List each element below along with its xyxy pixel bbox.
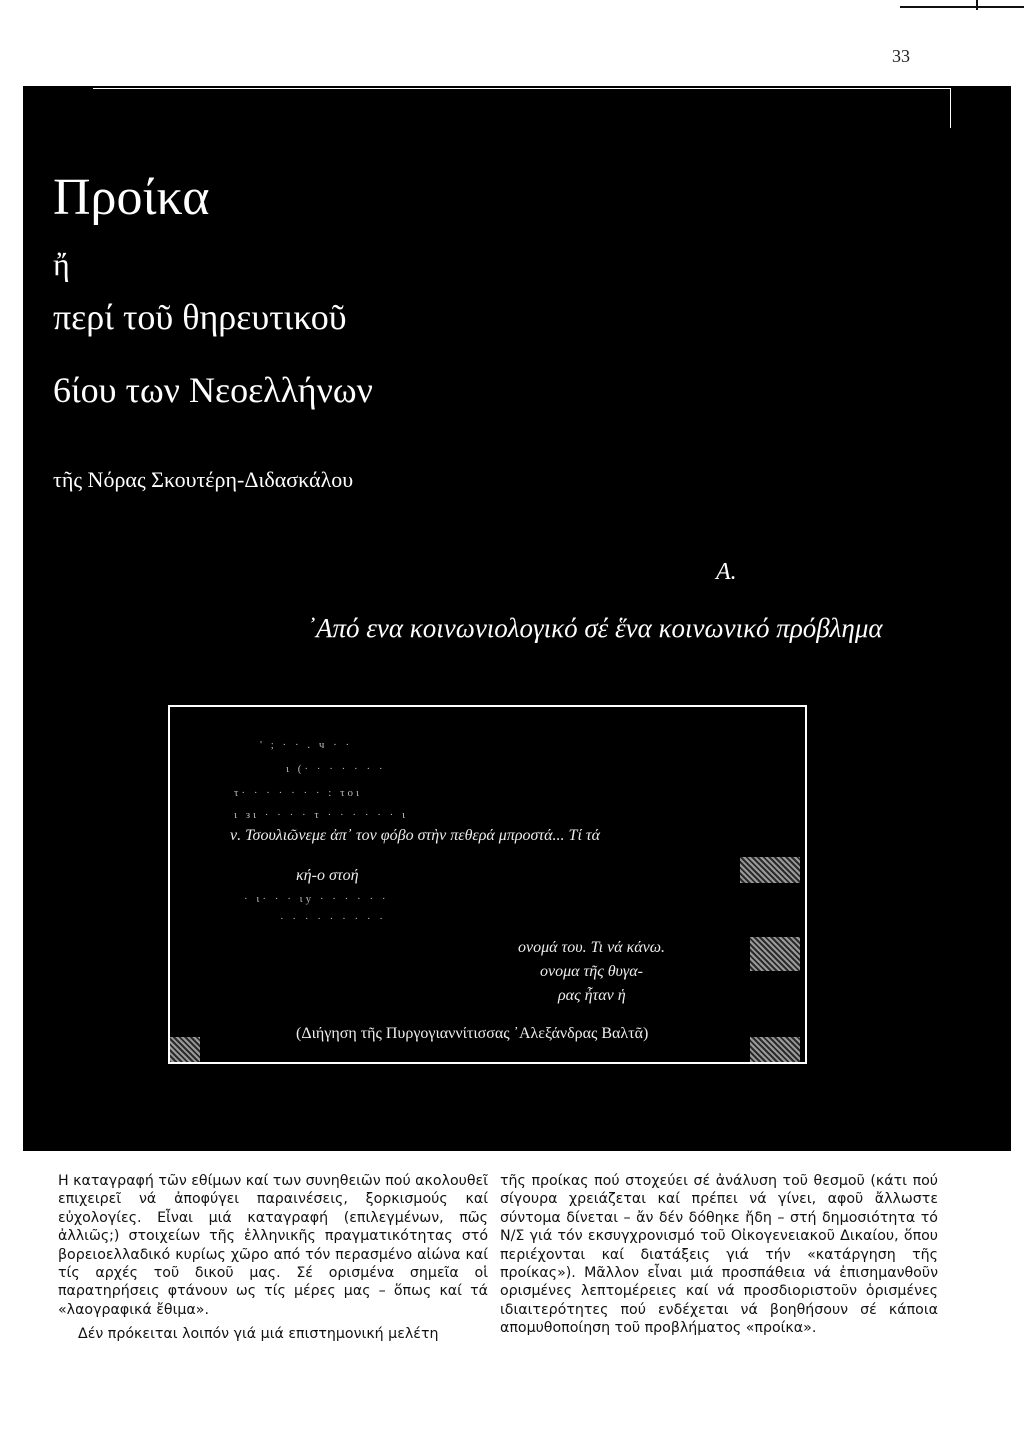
body-column-right [500,1172,938,1344]
section-title: ᾿Από ενα κοινωνιολογικό σέ ἕνα κοινωνικό πρόβλημα [307,613,883,643]
noise-block [740,857,800,883]
quote-attribution: (Διήγηση τῆς Πυργογιαννίτισσας ᾿Αλεξάνδρας Βαλτᾶ) [296,1025,649,1042]
body-column-left [58,1172,488,1350]
body-paragraph: Δέν πρόκειται λοιπόν γιά μιά επιστημονική μελέτη [78,1326,439,1343]
faded-fragment: ι (· · · · · · · [286,763,386,775]
body-paragraph: Η καταγραφή τῶν εθίμων καί των συνηθειῶν πού ακολουθεῖ επιχειρεῖ νά ἀποφύγει παραινέσεις, ξορκισμούς καί εὐχολογίες. Εἶναι μιά καταγραφή (επιλεγμένων, πῶς ἀλλιῶς;) στοιχείων τῆς ἑλληνικῆς πραγματικότητας στό βορειοελλαδικό κυρίως χῶρο από τόν περασμένο αἰώνα καί τίς αρχές τοῦ δικοῦ μας. Σέ ορισμένα σημεῖα οἱ παρατηρήσεις φτάνουν ως τίς μέρες μας – ὅπως καί τά «λαογραφικά ἔθιμα». [58,1173,488,1318]
panel-frame-side [950,88,951,128]
noise-block [750,937,800,971]
quote-line-5: ρας ἦταν ἡ [558,987,626,1004]
top-rule [0,0,1024,10]
subtitle-line-1: περί τοῦ θηρευτικοῦ [53,297,347,337]
section-letter: Α. [716,559,737,585]
body-paragraph: τῆς προίκας πού στοχεύει σέ ἀνάλυση τοῦ θεσμοῦ (κάτι πού σίγουρα χρειάζεται καί πρέπει νά γίνει, αφοῦ ἄλλωστε σύντομα δίνεται – ἄν δέν δόθηκε ἤδη – στή δημοσιότητα τό Ν/Σ γιά τόν εκσυγχρονισμό τοῦ Οἰκογενειακοῦ Δικαίου, ὅπου περιέχονται καί διατάξεις γιά τήν «κατάργηση τῆς προίκας»). Μᾶλλον εἶναι μιά προσπάθεια νά ἐπισημανθοῦν ορισμένες λεπτομέρειες καί νά προσδιοριστοῦν ὁρισμένες ιδιαιτερότητες πού ενδέχεται νά βοηθήσουν σέ κάποια απομυθοποίηση τοῦ προβλήματος «προίκα». [500,1173,938,1337]
noise-block [750,1037,800,1064]
subtitle-line-2: 6ίου των Νεοελλήνων [53,370,373,410]
faded-fragment: · · · · · · · · · [280,913,386,925]
article-title: Προίκα [53,169,210,226]
panel-frame-line [93,88,951,89]
title-conjunction: ἤ [53,246,70,282]
top-rule-line [900,6,1024,8]
faded-fragment: ' ; · · . ч · · [260,739,353,751]
author-byline: τῆς Νόρας Σκουτέρη-Διδασκάλου [53,467,354,492]
faded-fragment: · ι· · · ιу · · · · · · [244,893,389,905]
quote-line-1: ν. Τσουλιῶνεμε ἀπ᾿ τον φόβο στὴν πεθερά μπροστά... Τί τά [230,827,601,844]
top-rule-tick [976,0,978,10]
quote-box [168,705,807,1064]
noise-block [168,1037,200,1064]
faded-fragment: ι зι · · · · τ · · · · · · ι [234,809,409,821]
quote-line-4: ονομα τῆς θυγα- [540,963,643,980]
faded-fragment: τ· · · · · · · : τοι [234,787,362,799]
page-number: 33 [892,46,910,66]
quote-line-2: κή-ο στοή [296,867,359,884]
quote-line-3: ονομά του. Τι νά κάνω. [518,939,666,956]
